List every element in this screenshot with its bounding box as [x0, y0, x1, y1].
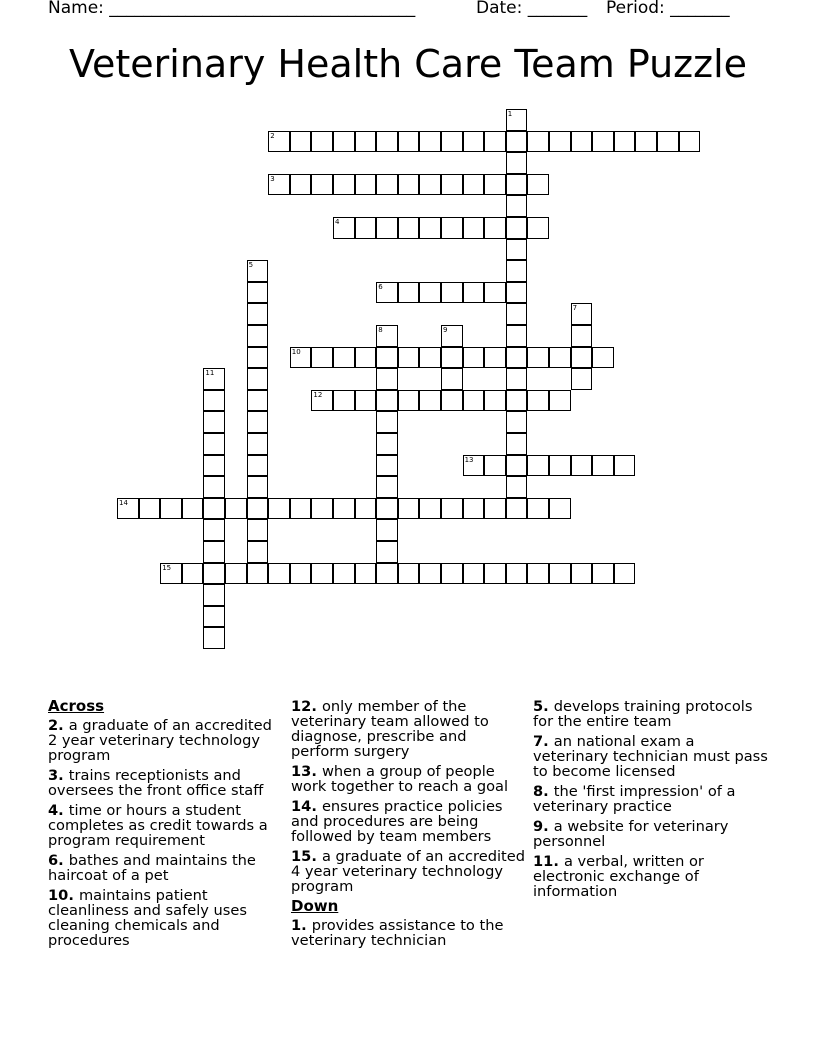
across-clue: 15. a graduate of an accredited 4 year veterinary technology program — [291, 848, 525, 895]
clue-text: an national exam a veterinary technician must pass to become licensed — [533, 733, 768, 780]
grid-cell[interactable] — [571, 131, 593, 153]
grid-cell[interactable] — [527, 455, 549, 477]
grid-cell[interactable] — [376, 131, 398, 153]
grid-cell[interactable] — [203, 390, 225, 412]
clue-text: the 'first impression' of a veterinary practice — [533, 783, 736, 815]
grid-cell[interactable] — [182, 563, 204, 585]
clue-text: maintains patient cleanliness and safely uses cleaning chemicals and procedures — [48, 887, 247, 949]
clue-number: 1 — [291, 917, 302, 934]
down-clue: 9. a website for veterinary personnel — [533, 818, 729, 850]
grid-cell[interactable] — [592, 347, 614, 369]
across-clue: 3. trains receptionists and oversees the front office staff — [48, 767, 264, 799]
grid-cell[interactable] — [484, 563, 506, 585]
across-clue: 6. bathes and maintains the haircoat of a pet — [48, 852, 256, 884]
grid-cell[interactable] — [441, 131, 463, 153]
grid-cell[interactable] — [355, 498, 377, 520]
grid-cell[interactable] — [484, 174, 506, 196]
grid-cell[interactable] — [571, 347, 593, 369]
clue-number: 5 — [533, 698, 544, 715]
clue-number-label: 8 — [378, 326, 383, 334]
grid-cell[interactable] — [311, 498, 333, 520]
clue-number-label: 11 — [205, 369, 215, 378]
grid-cell[interactable] — [441, 563, 463, 585]
grid-cell[interactable] — [290, 174, 312, 196]
across-clue: 12. only member of the veterinary team allowed to diagnose, prescribe and perform surgery — [291, 698, 489, 760]
grid-cell[interactable] — [506, 303, 528, 325]
grid-cell[interactable] — [355, 174, 377, 196]
grid-cell[interactable] — [506, 174, 528, 196]
grid-cell[interactable] — [247, 541, 269, 563]
grid-cell[interactable] — [484, 282, 506, 304]
down-clue: 7. an national exam a veterinary technician must pass to become licensed — [533, 733, 768, 780]
clue-number-label: 10 — [291, 347, 301, 356]
grid-cell[interactable] — [527, 498, 549, 520]
grid-cell[interactable] — [376, 217, 398, 239]
grid-cell[interactable] — [463, 131, 485, 153]
grid-cell[interactable] — [355, 390, 377, 412]
grid-cell[interactable] — [247, 303, 269, 325]
grid-cell[interactable] — [398, 217, 420, 239]
grid-cell[interactable] — [333, 347, 355, 369]
clue-number: 14 — [291, 798, 312, 815]
grid-cell[interactable] — [463, 498, 485, 520]
clue-number: 11 — [533, 853, 554, 870]
down-clue: 8. the 'first impression' of a veterinary practice — [533, 783, 736, 815]
grid-cell[interactable] — [506, 498, 528, 520]
grid-cell[interactable] — [376, 325, 398, 347]
grid-cell[interactable] — [311, 390, 333, 412]
clue-number: 3 — [48, 767, 59, 784]
grid-cell[interactable] — [506, 411, 528, 433]
grid-cell[interactable] — [506, 239, 528, 261]
grid-cell[interactable] — [614, 455, 636, 477]
grid-cell[interactable] — [311, 563, 333, 585]
grid-cell[interactable] — [506, 325, 528, 347]
grid-cell[interactable] — [268, 563, 290, 585]
grid-cell[interactable] — [247, 563, 269, 585]
clue-number-label: 15 — [162, 563, 172, 572]
grid-cell[interactable] — [203, 519, 225, 541]
grid-cell[interactable] — [506, 455, 528, 477]
grid-cell[interactable] — [355, 131, 377, 153]
clue-text: only member of the veterinary team allowed to diagnose, prescribe and perform surgery — [291, 698, 489, 760]
grid-cell[interactable] — [225, 498, 247, 520]
grid-cell[interactable] — [527, 174, 549, 196]
grid-cell[interactable] — [635, 131, 657, 153]
clue-number: 13 — [291, 763, 312, 780]
grid-cell[interactable] — [398, 282, 420, 304]
grid-cell[interactable] — [247, 325, 269, 347]
grid-cell[interactable] — [463, 563, 485, 585]
clue-text: a verbal, written or electronic exchange of information — [533, 853, 704, 900]
grid-cell[interactable] — [441, 390, 463, 412]
grid-cell[interactable] — [506, 109, 528, 131]
grid-cell[interactable] — [441, 174, 463, 196]
grid-cell[interactable] — [571, 303, 593, 325]
grid-cell[interactable] — [398, 563, 420, 585]
grid-cell[interactable] — [506, 563, 528, 585]
across-clue: 4. time or hours a student completes as credit towards a program requirement — [48, 802, 268, 849]
grid-cell[interactable] — [376, 368, 398, 390]
clue-number: 12 — [291, 698, 312, 715]
clue-number-label: 5 — [248, 261, 254, 270]
grid-cell[interactable] — [549, 455, 571, 477]
grid-cell[interactable] — [441, 325, 463, 347]
grid-cell[interactable] — [355, 563, 377, 585]
grid-cell[interactable] — [463, 347, 485, 369]
grid-cell[interactable] — [311, 131, 333, 153]
grid-cell[interactable] — [398, 347, 420, 369]
grid-cell[interactable] — [247, 282, 269, 304]
grid-cell[interactable] — [419, 563, 441, 585]
clue-text: develops training protocols for the entire team — [533, 698, 753, 730]
clue-number: 15 — [291, 848, 312, 865]
grid-cell[interactable] — [527, 390, 549, 412]
grid-cell[interactable] — [679, 131, 701, 153]
grid-cell[interactable] — [592, 563, 614, 585]
grid-cell[interactable] — [376, 476, 398, 498]
grid-cell[interactable] — [203, 411, 225, 433]
grid-cell[interactable] — [247, 476, 269, 498]
across-clue: 10. maintains patient cleanliness and safely uses cleaning chemicals and procedures — [48, 887, 247, 949]
grid-cell[interactable] — [571, 563, 593, 585]
grid-cell[interactable] — [506, 282, 528, 304]
grid-cell[interactable] — [419, 282, 441, 304]
grid-cell[interactable] — [376, 282, 398, 304]
grid-cell[interactable] — [333, 131, 355, 153]
clue-text: a graduate of an accredited 4 year veterinary technology program — [291, 848, 525, 895]
grid-cell[interactable] — [203, 563, 225, 585]
grid-cell[interactable] — [506, 152, 528, 174]
grid-cell[interactable] — [419, 498, 441, 520]
grid-cell[interactable] — [160, 498, 182, 520]
grid-cell[interactable] — [376, 563, 398, 585]
across-clue: 2. a graduate of an accredited 2 year veterinary technology program — [48, 717, 272, 764]
grid-cell[interactable] — [268, 174, 290, 196]
grid-cell[interactable] — [398, 174, 420, 196]
grid-cell[interactable] — [549, 347, 571, 369]
grid-cell[interactable] — [203, 584, 225, 606]
clue-text: provides assistance to the veterinary technician — [291, 917, 504, 949]
clue-number: 9 — [533, 818, 544, 835]
grid-cell[interactable] — [484, 347, 506, 369]
grid-cell[interactable] — [419, 131, 441, 153]
grid-cell[interactable] — [441, 347, 463, 369]
clue-number: 2 — [48, 717, 59, 734]
clue-text: time or hours a student completes as credit towards a program requirement — [48, 802, 268, 849]
grid-cell[interactable] — [527, 347, 549, 369]
clue-text: a website for veterinary personnel — [533, 818, 729, 850]
grid-cell[interactable] — [441, 217, 463, 239]
grid-cell[interactable] — [203, 498, 225, 520]
grid-cell[interactable] — [398, 131, 420, 153]
grid-cell[interactable] — [419, 347, 441, 369]
clue-number-label: 2 — [270, 131, 275, 140]
grid-cell[interactable] — [376, 541, 398, 563]
grid-cell[interactable] — [549, 498, 571, 520]
grid-cell[interactable] — [203, 476, 225, 498]
grid-cell[interactable] — [463, 217, 485, 239]
grid-cell[interactable] — [203, 541, 225, 563]
grid-cell[interactable] — [290, 498, 312, 520]
grid-cell[interactable] — [247, 260, 269, 282]
grid-cell[interactable] — [506, 131, 528, 153]
clue-number: 8 — [533, 783, 544, 800]
grid-cell[interactable] — [614, 131, 636, 153]
grid-cell[interactable] — [549, 131, 571, 153]
grid-cell[interactable] — [506, 476, 528, 498]
clues-column-1 — [48, 699, 284, 953]
grid-cell[interactable] — [268, 131, 290, 153]
grid-cell[interactable] — [376, 498, 398, 520]
grid-cell[interactable] — [463, 174, 485, 196]
grid-cell[interactable] — [484, 498, 506, 520]
down-clue: 5. develops training protocols for the entire team — [533, 698, 753, 730]
grid-cell[interactable] — [117, 498, 139, 520]
grid-cell[interactable] — [571, 325, 593, 347]
grid-cell[interactable] — [247, 411, 269, 433]
grid-cell[interactable] — [247, 519, 269, 541]
grid-cell[interactable] — [247, 347, 269, 369]
grid-cell[interactable] — [441, 282, 463, 304]
date-field[interactable]: Date: _______ — [476, 0, 588, 18]
grid-cell[interactable] — [506, 368, 528, 390]
clue-number-label: 6 — [378, 282, 383, 291]
grid-cell[interactable] — [247, 368, 269, 390]
grid-cell[interactable] — [203, 627, 225, 649]
grid-cell[interactable] — [549, 563, 571, 585]
grid-cell[interactable] — [355, 217, 377, 239]
grid-cell[interactable] — [506, 217, 528, 239]
clue-text: when a group of people work together to reach a goal — [291, 763, 509, 795]
across-clue: 14. ensures practice policies and procedures are being followed by team members — [291, 798, 503, 845]
clues-column-2 — [291, 699, 527, 953]
grid-cell[interactable] — [333, 174, 355, 196]
grid-cell[interactable] — [203, 606, 225, 628]
grid-cell[interactable] — [484, 390, 506, 412]
name-field[interactable]: Name: ____________________________________ — [48, 0, 416, 18]
clue-number-label: 3 — [270, 174, 275, 183]
grid-cell[interactable] — [657, 131, 679, 153]
period-field[interactable]: Period: _______ — [606, 0, 730, 18]
grid-cell[interactable] — [463, 455, 485, 477]
clue-text: ensures practice policies and procedures are being followed by team members — [291, 798, 503, 845]
clues-column-3 — [533, 699, 769, 904]
grid-cell[interactable] — [506, 433, 528, 455]
grid-cell[interactable] — [376, 347, 398, 369]
grid-cell[interactable] — [571, 455, 593, 477]
grid-cell[interactable] — [203, 433, 225, 455]
page-title: Veterinary Health Care Team Puzzle — [68, 42, 748, 86]
grid-cell[interactable] — [247, 455, 269, 477]
grid-cell[interactable] — [527, 131, 549, 153]
grid-cell[interactable] — [290, 131, 312, 153]
clue-text: trains receptionists and oversees the front office staff — [48, 767, 264, 799]
grid-cell[interactable] — [268, 498, 290, 520]
clue-text: a graduate of an accredited 2 year veterinary technology program — [48, 717, 272, 764]
grid-cell[interactable] — [333, 390, 355, 412]
grid-cell[interactable] — [376, 411, 398, 433]
down-clue: 11. a verbal, written or electronic exchange of information — [533, 853, 704, 900]
grid-cell[interactable] — [376, 455, 398, 477]
grid-cell[interactable] — [506, 347, 528, 369]
grid-cell[interactable] — [549, 390, 571, 412]
grid-cell[interactable] — [225, 563, 247, 585]
grid-cell[interactable] — [506, 390, 528, 412]
grid-cell[interactable] — [419, 174, 441, 196]
grid-cell[interactable] — [484, 131, 506, 153]
grid-cell[interactable] — [463, 390, 485, 412]
grid-cell[interactable] — [592, 455, 614, 477]
clue-number: 7 — [533, 733, 544, 750]
clue-number: 6 — [48, 852, 59, 869]
grid-cell[interactable] — [614, 563, 636, 585]
down-heading: Down — [291, 897, 339, 915]
grid-cell[interactable] — [484, 455, 506, 477]
across-heading: Across — [48, 697, 105, 715]
grid-cell[interactable] — [506, 260, 528, 282]
grid-cell[interactable] — [247, 433, 269, 455]
grid-cell[interactable] — [441, 368, 463, 390]
grid-cell[interactable] — [376, 519, 398, 541]
grid-cell[interactable] — [398, 498, 420, 520]
clue-number-label: 14 — [119, 498, 128, 507]
grid-cell[interactable] — [311, 347, 333, 369]
clue-number-label: 9 — [443, 326, 448, 334]
clue-number-label: 13 — [464, 455, 474, 464]
grid-cell[interactable] — [419, 217, 441, 239]
grid-cell[interactable] — [333, 217, 355, 239]
clue-number-label: 7 — [572, 304, 578, 313]
grid-cell[interactable] — [376, 174, 398, 196]
grid-cell[interactable] — [333, 563, 355, 585]
grid-cell[interactable] — [333, 498, 355, 520]
clue-number: 10 — [48, 887, 69, 904]
grid-cell[interactable] — [441, 498, 463, 520]
clue-number: 4 — [48, 802, 59, 819]
grid-cell[interactable] — [160, 563, 182, 585]
grid-cell[interactable] — [376, 390, 398, 412]
grid-cell[interactable] — [247, 498, 269, 520]
grid-cell[interactable] — [419, 390, 441, 412]
grid-cell[interactable] — [376, 433, 398, 455]
down-clue: 1. provides assistance to the veterinary technician — [291, 917, 504, 949]
grid-cell[interactable] — [506, 195, 528, 217]
grid-cell[interactable] — [398, 390, 420, 412]
clue-number-label: 4 — [335, 218, 340, 226]
grid-cell[interactable] — [484, 217, 506, 239]
grid-cell[interactable] — [247, 390, 269, 412]
grid-cell[interactable] — [571, 368, 593, 390]
grid-cell[interactable] — [203, 455, 225, 477]
grid-cell[interactable] — [527, 563, 549, 585]
grid-cell[interactable] — [355, 347, 377, 369]
clue-number-label: 1 — [507, 110, 513, 118]
grid-cell[interactable] — [463, 282, 485, 304]
clue-number-label: 12 — [313, 390, 323, 399]
grid-cell[interactable] — [139, 498, 161, 520]
across-clue: 13. when a group of people work together to reach a goal — [291, 763, 509, 795]
grid-cell[interactable] — [182, 498, 204, 520]
grid-cell[interactable] — [527, 217, 549, 239]
grid-cell[interactable] — [290, 347, 312, 369]
grid-cell[interactable] — [290, 563, 312, 585]
grid-cell[interactable] — [203, 368, 225, 390]
clue-text: bathes and maintains the haircoat of a pet — [48, 852, 256, 884]
grid-cell[interactable] — [592, 131, 614, 153]
grid-cell[interactable] — [311, 174, 333, 196]
